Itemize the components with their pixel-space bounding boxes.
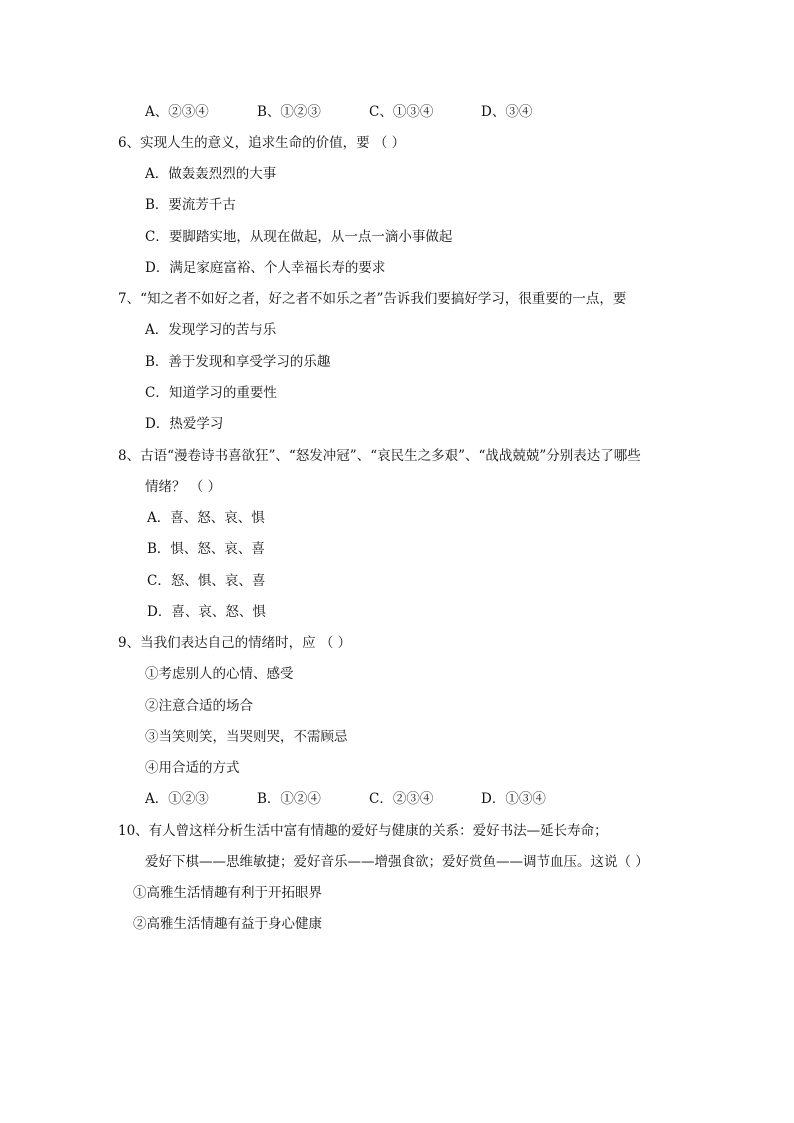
q8-option-c: C．怒、惧、哀、喜 [147, 573, 266, 589]
q5-option-b: B、①②③ [257, 104, 321, 120]
q9-statement-2: ②注意合适的场合 [145, 698, 253, 714]
q7-option-a: A．发现学习的苦与乐 [145, 322, 277, 338]
q10-statement-1: ①高雅生活情趣有利于开拓眼界 [133, 885, 322, 901]
q8-option-a: A．喜、怒、哀、惧 [147, 510, 265, 526]
q8-stem-line1: 8、古语“漫卷诗书喜欲狂”、“怒发冲冠”、“哀民生之多艰”、“战战兢兢”分别表达了哪些 [118, 448, 641, 464]
q9-option-d: D．①③④ [481, 791, 546, 807]
q6-option-c: C．要脚踏实地，从现在做起，从一点一滴小事做起 [145, 229, 453, 245]
q7-option-c: C．知道学习的重要性 [145, 385, 277, 401]
q9-statement-4: ④用合适的方式 [145, 760, 240, 776]
q10-stem-line1: 10、有人曾这样分析生活中富有情趣的爱好与健康的关系：爱好书法—延长寿命； [118, 823, 608, 839]
q5-option-d: D、③④ [481, 104, 533, 120]
q5-options [145, 103, 532, 121]
q9-statement-3: ③当笑则笑，当哭则哭，不需顾忌 [145, 729, 348, 745]
q5-option-a: A、②③④ [145, 104, 209, 120]
q7-option-d: D．热爱学习 [145, 416, 224, 432]
q9-option-a: A．①②③ [145, 791, 209, 807]
q7-stem: 7、“知之者不如好之者，好之者不如乐之者”告诉我们要搞好学习，很重要的一点，要 [118, 291, 627, 307]
q8-stem-line2: 情绪？ （ ） [145, 479, 222, 495]
q6-option-b: B．要流芳千古 [145, 197, 236, 213]
q6-option-d: D．满足家庭富裕、个人幸福长寿的要求 [145, 260, 386, 276]
q10-statement-2: ②高雅生活情趣有益于身心健康 [133, 916, 322, 932]
q9-options [145, 790, 546, 808]
q8-option-b: B．惧、怒、哀、喜 [147, 541, 265, 557]
q10-stem-line2: 爱好下棋——思维敏捷；爱好音乐——增强食欲；爱好赏鱼——调节血压。这说（ ） [145, 854, 649, 870]
q6-stem: 6、实现人生的意义，追求生命的价值，要 （ ） [118, 135, 406, 151]
q6-option-a: A．做轰轰烈烈的大事 [145, 166, 277, 182]
q9-stem: 9、当我们表达自己的情绪时，应 （ ） [118, 635, 352, 651]
q9-option-b: B．①②④ [257, 791, 321, 807]
q7-option-b: B．善于发现和享受学习的乐趣 [145, 354, 331, 370]
q8-option-d: D．喜、哀、怒、惧 [147, 604, 266, 620]
q9-option-c: C．②③④ [369, 791, 434, 807]
q9-statement-1: ①考虑别人的心情、感受 [145, 666, 294, 682]
q5-option-c: C、①③④ [369, 104, 434, 120]
